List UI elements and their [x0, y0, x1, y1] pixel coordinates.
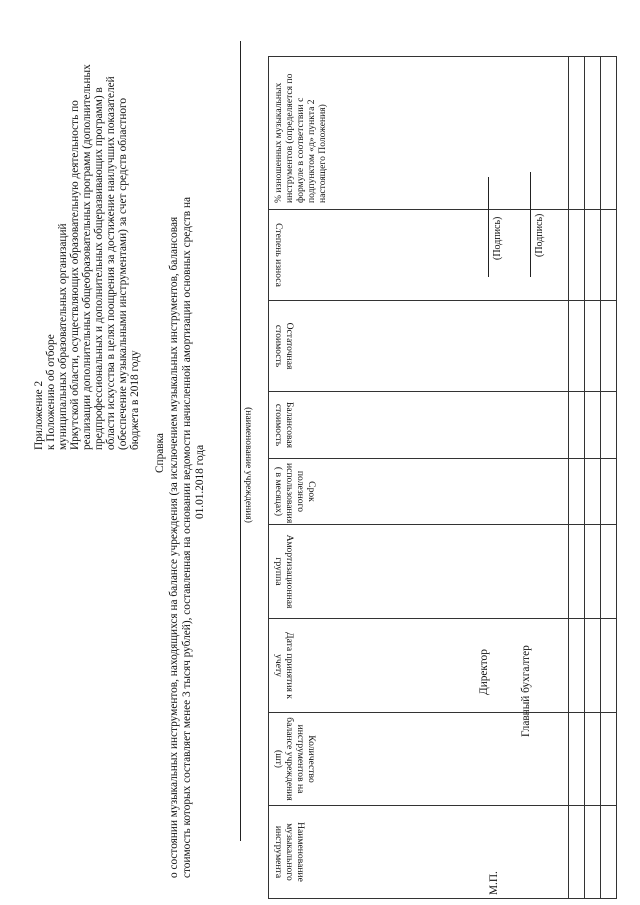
accountant-signature-line — [530, 172, 531, 277]
column-header-useful-life: Срок полезного использования ( в месяцах) — [269, 459, 569, 525]
header-body-line-1: Иркутской области, осуществляющих образовательную деятельность по — [69, 100, 81, 450]
column-header-instrument-name: Наименование музыкального инструмента — [269, 806, 569, 899]
column-header-worn-percent: % изношенных музыкальных инструментов (определяется по формуле в соответствии с подпунктом «д» пункта 2 настоящего Положения) — [269, 57, 569, 210]
column-header-quantity: Количество инструментов на балансе учреждения (шт) — [269, 713, 569, 806]
regulation-reference: к Положению об отборе — [45, 334, 57, 450]
director-signature-caption: (Подпись) — [492, 216, 503, 260]
header-budget-line: бюджета в 2018 году — [129, 350, 141, 450]
accountant-signature-caption: (Подпись) — [534, 213, 545, 257]
institution-caption: (наименование учреждения) — [243, 407, 254, 523]
seal-placeholder: М.П. — [488, 871, 500, 895]
document-heading: Справка — [154, 433, 166, 473]
table-row — [569, 57, 585, 899]
column-header-residual-value: Остаточная стоимость — [269, 301, 569, 392]
column-header-wear-degree: Степень износа — [269, 210, 569, 301]
title-line-1: о состоянии музыкальных инструментов, находящихся на балансе учреждения (за исключением музыкальных инструментов, балансовая — [168, 216, 180, 878]
institution-name-line — [240, 41, 241, 841]
instruments-table — [268, 56, 617, 899]
accountant-label: Главный бухгалтер — [520, 645, 532, 737]
header-body-line-2: реализации дополнительных общеобразовательных программ (дополнительных — [81, 64, 93, 450]
appendix-number: Приложение 2 — [33, 380, 45, 450]
column-header-depreciation-group: Амортизационная группа — [269, 525, 569, 619]
table-row — [585, 57, 601, 899]
organizations-line: муниципальных образовательных организаций — [57, 223, 69, 450]
column-header-book-value: Балансовая стоимость — [269, 392, 569, 459]
column-header-acceptance-date: Дата принятия к учету — [269, 619, 569, 713]
director-label: Директор — [478, 649, 490, 695]
title-line-2: стоимость которых составляет менее 3 тысяч рублей), составленная на основании ведомости начисленной амортизации основных средств на — [181, 196, 193, 878]
header-body-line-3: предпрофессиональных и дополнительных общеразвивающих программ) в — [93, 87, 105, 450]
table-row — [601, 57, 617, 899]
title-date-line: 01.01.2018 года — [194, 444, 206, 519]
director-signature-line — [488, 177, 489, 277]
header-body-line-5: (обеспечение музыкальными инструментами) за счет средств областного — [117, 97, 129, 450]
header-body-line-4: области искусства в целях поощрения за достижение наилучших показателей — [105, 76, 117, 450]
